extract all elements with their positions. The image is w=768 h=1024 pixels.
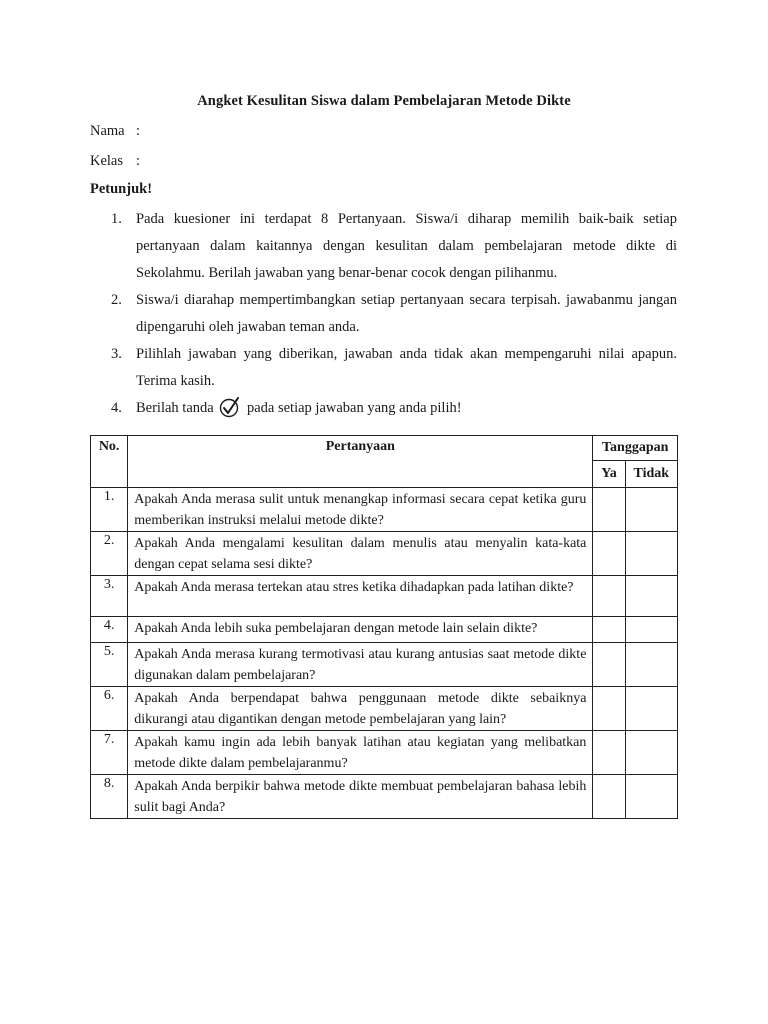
answer-tidak-cell[interactable] bbox=[625, 617, 677, 643]
answer-ya-cell[interactable] bbox=[593, 731, 625, 775]
answer-tidak-cell[interactable] bbox=[625, 731, 677, 775]
answer-ya-cell[interactable] bbox=[593, 576, 625, 617]
kelas-label: Kelas bbox=[90, 153, 124, 169]
instructions-list bbox=[90, 206, 677, 428]
circled-check-icon bbox=[219, 396, 241, 428]
questionnaire-table bbox=[90, 435, 678, 819]
question-text: Apakah Anda merasa kurang termotivasi atau kurang antusias saat metode dikte digunakan dalam pembelajaran? bbox=[128, 643, 593, 687]
instruction-item bbox=[90, 206, 677, 287]
nama-separator: : bbox=[136, 123, 141, 139]
nama-field bbox=[90, 123, 140, 140]
answer-tidak-cell[interactable] bbox=[625, 576, 677, 617]
header-ya: Ya bbox=[593, 461, 625, 488]
row-number: 8. bbox=[91, 775, 128, 819]
question-text: Apakah Anda berpendapat bahwa penggunaan metode dikte sebaiknya dikurangi atau digantikan dengan metode pembelajaran yang lain? bbox=[128, 687, 593, 731]
table-row bbox=[91, 643, 678, 687]
instruction-item bbox=[90, 287, 677, 341]
header-pertanyaan: Pertanyaan bbox=[128, 436, 593, 488]
header-tidak: Tidak bbox=[625, 461, 677, 488]
row-number: 3. bbox=[91, 576, 128, 617]
row-number: 7. bbox=[91, 731, 128, 775]
answer-ya-cell[interactable] bbox=[593, 775, 625, 819]
table-row bbox=[91, 488, 678, 532]
answer-tidak-cell[interactable] bbox=[625, 643, 677, 687]
instruction-number: 2. bbox=[111, 292, 122, 308]
nama-label: Nama bbox=[90, 123, 125, 139]
row-number: 1. bbox=[91, 488, 128, 532]
question-text: Apakah Anda lebih suka pembelajaran dengan metode lain selain dikte? bbox=[128, 617, 593, 643]
row-number: 5. bbox=[91, 643, 128, 687]
table-row bbox=[91, 687, 678, 731]
header-tanggapan: Tanggapan bbox=[593, 436, 678, 461]
answer-tidak-cell[interactable] bbox=[625, 687, 677, 731]
document-title: Angket Kesulitan Siswa dalam Pembelajaran Metode Dikte bbox=[197, 93, 571, 109]
instruction-text: Pada kuesioner ini terdapat 8 Pertanyaan. Siswa/i diharap memilih baik-baik setiap pertanyaan dalam kaitannya dengan kesulitan dalam pembelajaran metode dikte di Sekolahmu. Berilah jawaban yang benar-benar cocok dengan pilihanmu. bbox=[136, 211, 677, 281]
instructions-heading: Petunjuk! bbox=[90, 181, 153, 197]
question-text: Apakah Anda merasa tertekan atau stres ketika dihadapkan pada latihan dikte? bbox=[128, 576, 593, 617]
table-row bbox=[91, 576, 678, 617]
answer-tidak-cell[interactable] bbox=[625, 775, 677, 819]
answer-tidak-cell[interactable] bbox=[625, 488, 677, 532]
instruction-item bbox=[90, 341, 677, 395]
answer-ya-cell[interactable] bbox=[593, 643, 625, 687]
answer-ya-cell[interactable] bbox=[593, 532, 625, 576]
answer-ya-cell[interactable] bbox=[593, 687, 625, 731]
question-text: Apakah Anda berpikir bahwa metode dikte membuat pembelajaran bahasa lebih sulit bagi Anda? bbox=[128, 775, 593, 819]
instruction-number: 1. bbox=[111, 211, 122, 227]
row-number: 6. bbox=[91, 687, 128, 731]
table-row bbox=[91, 775, 678, 819]
answer-ya-cell[interactable] bbox=[593, 488, 625, 532]
instruction-text-before: Berilah tanda bbox=[136, 400, 214, 416]
instruction-text: Siswa/i diarahap mempertimbangkan setiap pertanyaan secara terpisah. jawabanmu jangan dipengaruhi oleh jawaban teman anda. bbox=[136, 292, 677, 335]
question-text: Apakah kamu ingin ada lebih banyak latihan atau kegiatan yang melibatkan metode dikte dalam pembelajaranmu? bbox=[128, 731, 593, 775]
kelas-field bbox=[90, 153, 140, 170]
answer-tidak-cell[interactable] bbox=[625, 532, 677, 576]
instruction-text: Pilihlah jawaban yang diberikan, jawaban anda tidak akan mempengaruhi nilai apapun. Terima kasih. bbox=[136, 346, 677, 389]
instruction-text-after: pada setiap jawaban yang anda pilih! bbox=[246, 400, 462, 416]
table-row bbox=[91, 532, 678, 576]
kelas-separator: : bbox=[136, 153, 141, 169]
instruction-number: 4. bbox=[111, 400, 122, 416]
answer-ya-cell[interactable] bbox=[593, 617, 625, 643]
instruction-item bbox=[90, 395, 677, 428]
row-number: 4. bbox=[91, 617, 128, 643]
header-no: No. bbox=[91, 436, 128, 488]
row-number: 2. bbox=[91, 532, 128, 576]
table-row bbox=[91, 731, 678, 775]
table-row bbox=[91, 617, 678, 643]
question-text: Apakah Anda merasa sulit untuk menangkap informasi secara cepat ketika guru memberikan instruksi melalui metode dikte? bbox=[128, 488, 593, 532]
instruction-number: 3. bbox=[111, 346, 122, 362]
question-text: Apakah Anda mengalami kesulitan dalam menulis atau menyalin kata-kata dengan cepat selama sesi dikte? bbox=[128, 532, 593, 576]
